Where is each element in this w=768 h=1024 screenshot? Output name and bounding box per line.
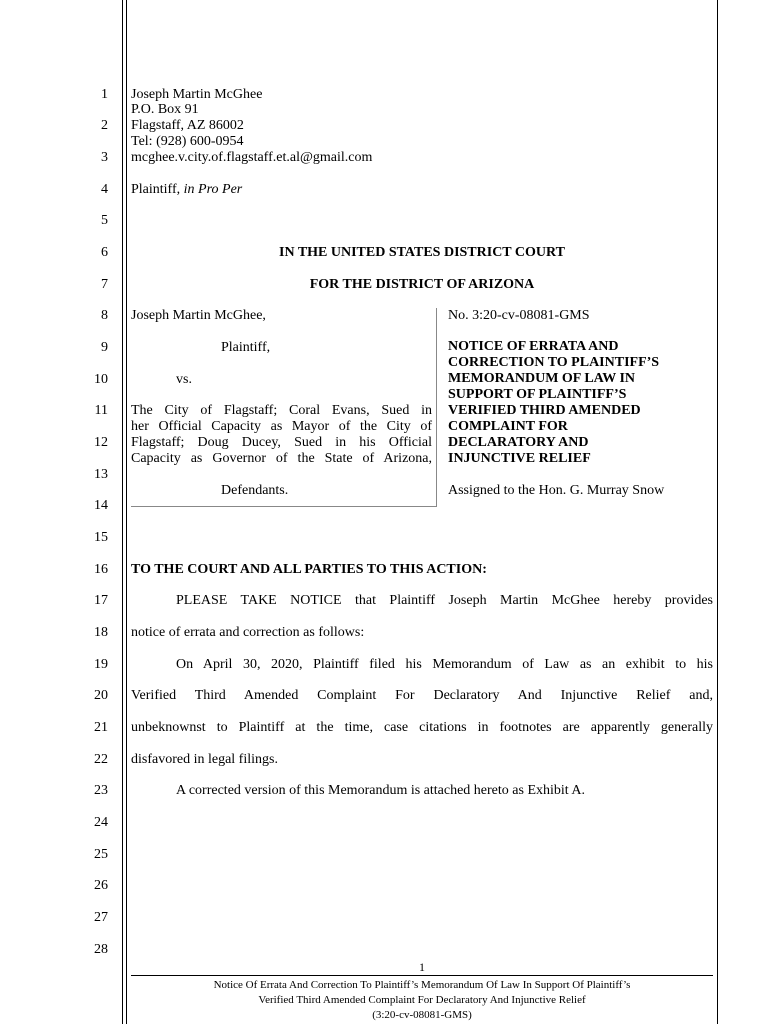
body-line: unbeknownst to Plaintiff at the time, case citations in footnotes are apparently generally [131,720,713,735]
line-number: 5 [101,213,108,228]
document-title-line: COMPLAINT FOR [448,419,568,434]
left-margin-rule-inner [126,0,127,1024]
line-number: 20 [94,688,108,703]
plaintiff-label: Plaintiff, [131,182,181,197]
document-title-line: MEMORANDUM OF LAW IN [448,371,636,386]
header-city: Flagstaff, AZ 86002 [131,118,244,133]
line-number: 19 [94,657,108,672]
line-number: 13 [94,467,108,482]
header-po-box: P.O. Box 91 [131,102,199,117]
header-plaintiff-line [131,182,242,198]
document-title-line: CORRECTION TO PLAINTIFF’S [448,355,660,370]
caption-defendants-line: her Official Capacity as Mayor of the City of [131,419,432,434]
line-number: 1 [101,87,108,102]
line-number: 23 [94,783,108,798]
court-district: FOR THE DISTRICT OF ARIZONA [309,277,535,292]
line-number: 18 [94,625,108,640]
body-line: On April 30, 2020, Plaintiff filed his Memorandum of Law as an exhibit to his [176,657,713,672]
line-number: 6 [101,245,108,260]
footer-rule [131,975,713,976]
court-title: IN THE UNITED STATES DISTRICT COURT [279,245,565,260]
caption-plaintiff-name: Joseph Martin McGhee, [131,308,266,323]
line-number: 24 [94,815,108,830]
document-title-line: VERIFIED THIRD AMENDED [448,403,641,418]
header-name: Joseph Martin McGhee [131,87,263,102]
body-line: A corrected version of this Memorandum is attached hereto as Exhibit A. [176,783,586,798]
right-margin-rule [717,0,718,1024]
document-title-line: DECLARATORY AND [448,435,589,450]
line-number: 21 [94,720,108,735]
document-title-line: INJUNCTIVE RELIEF [448,451,591,466]
line-number: 15 [94,530,108,545]
line-number: 28 [94,942,108,957]
footer-title-line: Verified Third Amended Complaint For Declaratory And Injunctive Relief [258,994,586,1006]
line-number: 22 [94,752,108,767]
line-number: 27 [94,910,108,925]
document-title-line: SUPPORT OF PLAINTIFF’S [448,387,627,402]
body-line: disfavored in legal filings. [131,752,278,767]
line-number: 14 [94,498,108,513]
line-number: 17 [94,593,108,608]
line-number: 2 [101,118,108,133]
line-number: 8 [101,308,108,323]
line-number: 9 [101,340,108,355]
line-number: 26 [94,878,108,893]
caption-defendants-line: Capacity as Governor of the State of Arizona, [131,451,432,466]
page-number: 1 [419,960,425,974]
document-title [448,339,708,467]
line-number: 16 [94,562,108,577]
header-phone: Tel: (928) 600-0954 [131,134,244,149]
line-number: 7 [101,277,108,292]
caption-bottom-rule [131,506,437,507]
line-number: 4 [101,182,108,197]
caption-vs: vs. [176,372,192,387]
assigned-judge: Assigned to the Hon. G. Murray Snow [448,483,665,498]
footer-title-line: Notice Of Errata And Correction To Plaintiff’s Memorandum Of Law In Support Of Plaintiff’s [213,979,631,991]
body-line: PLEASE TAKE NOTICE that Plaintiff Joseph Martin McGhee hereby provides [176,593,713,608]
left-margin-rule-outer [122,0,123,1024]
header-email: mcghee.v.city.of.flagstaff.et.al@gmail.com [131,150,373,165]
caption-defendants-line: Flagstaff; Doug Ducey, Sued in his Official [131,435,432,450]
caption-defendants-line: The City of Flagstaff; Coral Evans, Sued in [131,403,432,418]
caption-divider [436,308,437,507]
case-number: No. 3:20-cv-08081-GMS [448,308,590,323]
salutation: TO THE COURT AND ALL PARTIES TO THIS ACTION: [131,562,487,577]
body-line: Verified Third Amended Complaint For Declaratory And Injunctive Relief and, [131,688,713,703]
document-title-line: NOTICE OF ERRATA AND [448,339,619,354]
line-number: 3 [101,150,108,165]
caption-plaintiff-label: Plaintiff, [221,340,271,355]
pro-per-label: in Pro Per [183,182,243,197]
footer-case-number: (3:20-cv-08081-GMS) [372,1009,472,1021]
line-number: 12 [94,435,108,450]
line-number: 10 [94,372,108,387]
line-number: 11 [94,403,108,418]
caption-defendants-label: Defendants. [221,483,289,498]
line-number: 25 [94,847,108,862]
body-line: notice of errata and correction as follows: [131,625,365,640]
